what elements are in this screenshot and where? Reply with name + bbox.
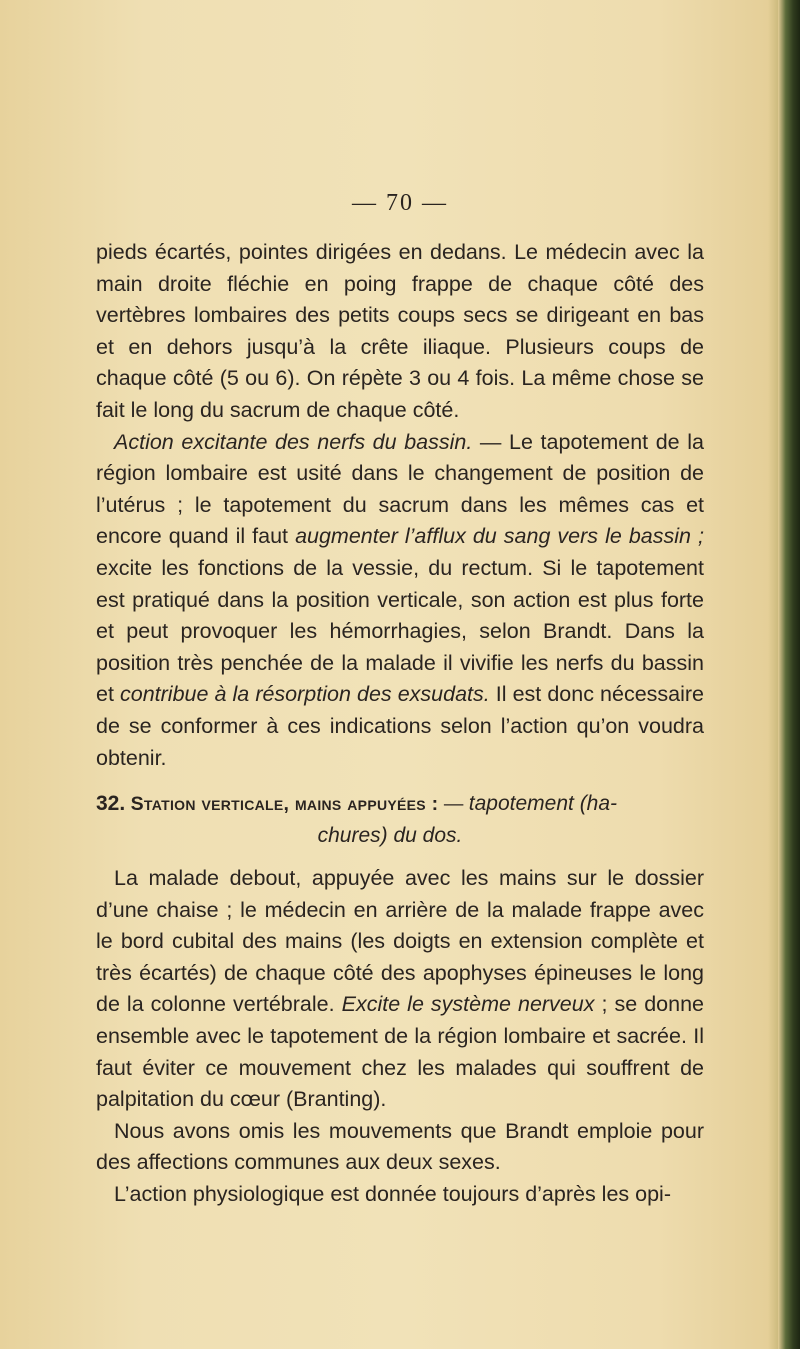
paragraph-title: Action excitante des nerfs du bassin. bbox=[114, 429, 473, 454]
page-content bbox=[96, 190, 704, 1211]
book-cover-edge bbox=[778, 0, 800, 1349]
section-subtitle-line1: tapotement (ha- bbox=[468, 792, 618, 816]
page-number: — 70 — bbox=[352, 190, 448, 216]
paragraph-action-physiologique: L’action physiologique est donnée toujours d’après les opi- bbox=[114, 1182, 671, 1207]
paragraph-mouvements-omis: Nous avons omis les mouvements que Brandt emploie pour des affections communes aux deux sexes. bbox=[96, 1118, 704, 1175]
paragraph-station-verticale: La malade debout, appuyée avec les mains sur le dossier d’une chaise ; le médecin en arrière de la malade frappe avec le bord cubital des mains (les doigts en extension complète et très écartés) de chaque côté des apophyses épineuses le long de la colonne vertébrale. Excite le système nerveux ; se donne ensemble avec le tapotement de la région lombaire et sacrée. Il faut éviter ce mouvement chez les malades qui souffrent de palpitation du cœur (Branting). bbox=[96, 866, 704, 1112]
section-subtitle-line2: chures) du dos. bbox=[317, 824, 463, 848]
section-title: Station verticale, mains appuyées : bbox=[130, 793, 439, 816]
paragraph-continuation: pieds écartés, pointes dirigées en dedans. Le médecin avec la main droite fléchie en poing frappe de chaque côté des vertèbres lombaires des petits coups secs se dirigeant en bas et en dehors jusqu’à la crête iliaque. Plusieurs coups de chaque côté (5 ou 6). On répète 3 ou 4 fois. La même chose se fait le long du sacrum de chaque côté. bbox=[96, 240, 704, 422]
section-heading: 32. Station verticale, mains appuyées : — tapotement (ha- chures) du dos. bbox=[96, 788, 704, 851]
paragraph-action-excitante: Action excitante des nerfs du bassin. — Le tapotement de la région lombaire est usité dans le changement de position de l’utérus ; le tapotement du sacrum dans les mêmes cas et encore quand il faut augmenter l’afflux du sang vers le bassin ; excite les fonctions de la vessie, du rectum. Si le tapotement est pratiqué dans la position verticale, son action est plus forte et peut provoquer les hémorrhagies, selon Brandt. Dans la position très penchée de la malade il vivifie les nerfs du bassin et contribue à la résorption des exsudats. Il est donc nécessaire de se conformer à ces indications selon l’action qu’on voudra obtenir. bbox=[96, 429, 704, 770]
section-number: 32. bbox=[96, 792, 126, 816]
page-shadow bbox=[768, 0, 778, 1349]
